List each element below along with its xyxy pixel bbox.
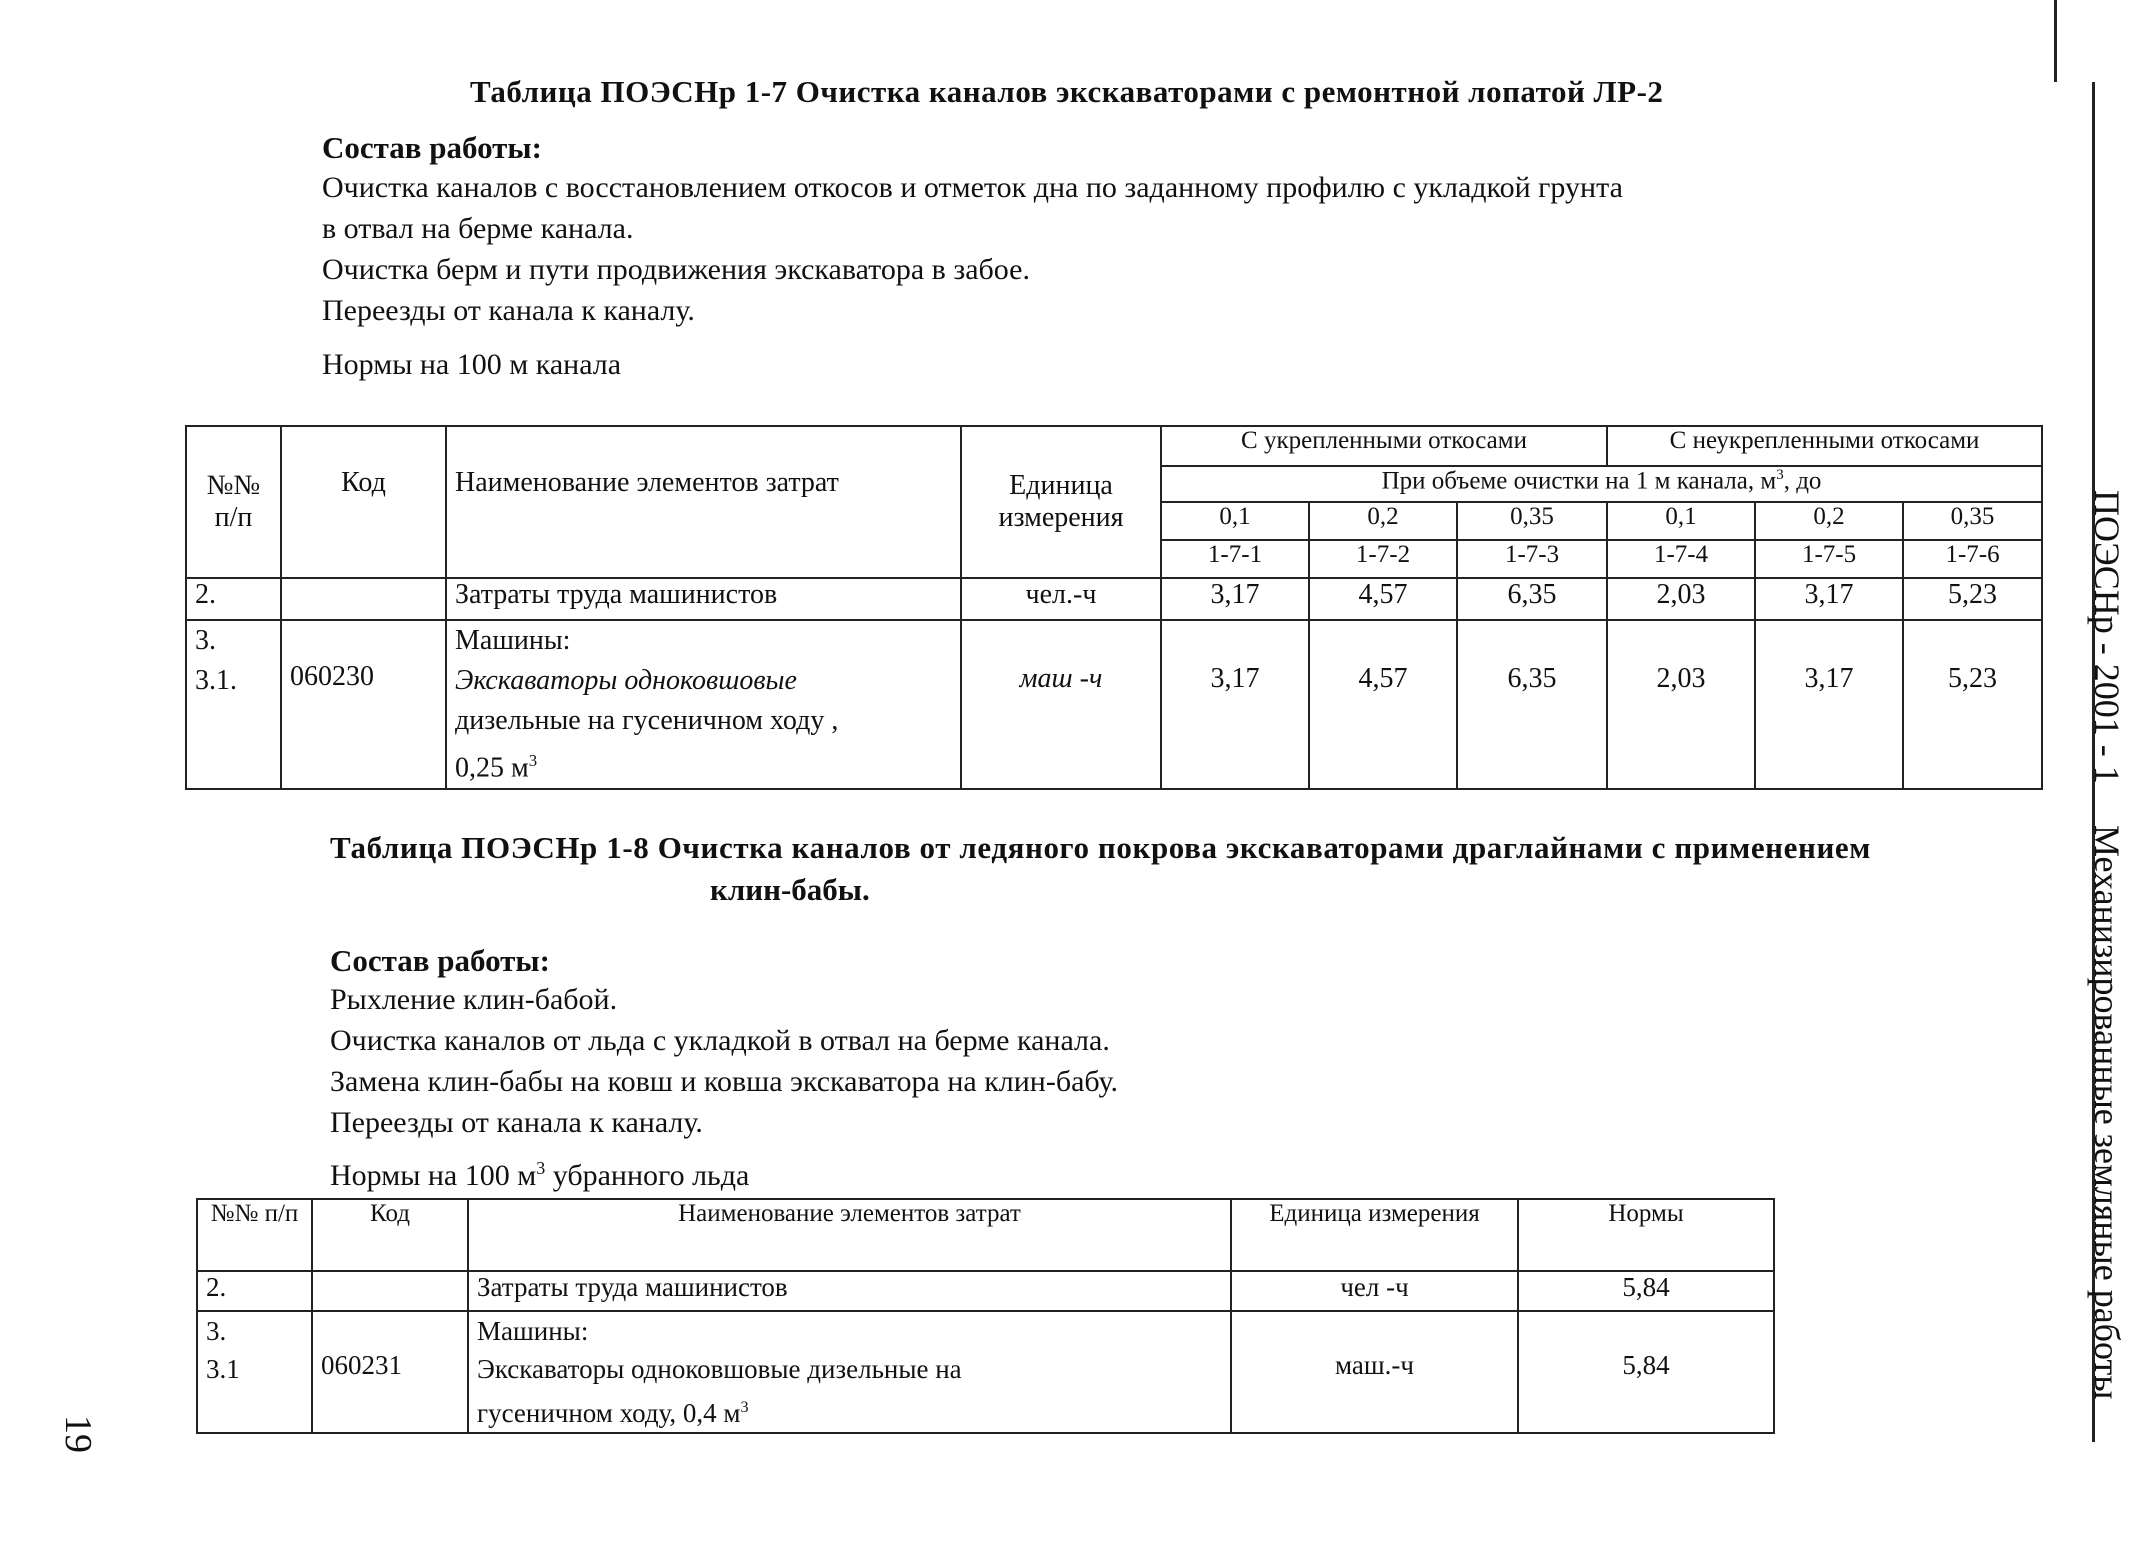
- col-header-unit: Единица измерения: [961, 426, 1161, 578]
- row-value: 6,35: [1457, 578, 1607, 620]
- table-row: [186, 578, 2042, 620]
- table1-work-line: Очистка берм и пути продвижения экскаватора в забое.: [322, 253, 1030, 286]
- row-value: 4,57: [1309, 578, 1457, 620]
- volume-value: 0,35: [1903, 502, 2042, 540]
- table1-title: Таблица ПОЭСНр 1-7 Очистка каналов экскаваторами с ремонтной лопатой ЛР-2: [470, 74, 1664, 109]
- row-code: [312, 1271, 468, 1311]
- table2-title: Таблица ПОЭСНр 1-8 Очистка каналов от ледяного покрова экскаваторами драглайнами с применением: [330, 830, 1871, 865]
- row-value: 3,17: [1755, 620, 1903, 789]
- table1-work-line: Переезды от канала к каналу.: [322, 294, 695, 327]
- row-unit: чел.-ч: [961, 578, 1161, 620]
- volume-value: 0,1: [1607, 502, 1755, 540]
- row-name: Затраты труда машинистов: [446, 578, 961, 620]
- norm-code: 1-7-6: [1903, 540, 2042, 578]
- row-code: [281, 578, 446, 620]
- sidebar-section-title: Механизированные земляные работы: [2087, 825, 2127, 1400]
- row-code: 060230: [281, 620, 446, 789]
- table-row: [197, 1311, 1774, 1433]
- table2-norms-note: Нормы на 100 $м^3$ убранного льда: [330, 1158, 750, 1192]
- table1-work-line: Очистка каналов с восстановлением откосов и отметок дна по заданному профилю с укладкой грунта: [322, 171, 1623, 204]
- margin-rule: [2054, 0, 2057, 82]
- col-header-num: №№ п/п: [197, 1199, 312, 1271]
- row-name: Машины: Экскаваторы одноковшовые дизельные на гусеничном ходу, 0,4 $м^3$: [468, 1311, 1231, 1433]
- row-num: 3. 3.1.: [186, 620, 281, 789]
- row-value: 5,23: [1903, 620, 2042, 789]
- table-row: [197, 1271, 1774, 1311]
- row-num: 2.: [186, 578, 281, 620]
- row-value: 6,35: [1457, 620, 1607, 789]
- row-value: 3,17: [1161, 578, 1309, 620]
- row-name: Затраты труда машинистов: [468, 1271, 1231, 1311]
- table2-work-line: Очистка каналов от льда с укладкой в отвал на берме канала.: [330, 1024, 1110, 1057]
- table2-grid: [196, 1198, 1775, 1434]
- table2-work-line: Переезды от канала к каналу.: [330, 1106, 703, 1139]
- row-name: Машины: Экскаваторы одноковшовые дизельные на гусеничном ходу , 0,25 $м^3$: [446, 620, 961, 789]
- table2-work-line: Рыхление клин-бабой.: [330, 983, 618, 1016]
- table2-title-continued: клин-бабы.: [710, 872, 870, 907]
- col-header-code: Код: [281, 426, 446, 578]
- volume-value: 0,2: [1755, 502, 1903, 540]
- norm-code: 1-7-3: [1457, 540, 1607, 578]
- row-value: 5,84: [1518, 1271, 1774, 1311]
- table2-composition-heading: Состав работы:: [330, 943, 550, 978]
- norm-code: 1-7-5: [1755, 540, 1903, 578]
- group-header-reinforced: С укрепленными откосами: [1161, 426, 1607, 466]
- col-header-unit: Единица измерения: [1231, 1199, 1518, 1271]
- table1-grid: [185, 425, 2043, 790]
- volume-header: При объеме очистки на 1 м канала, $м^3$, до: [1161, 466, 2042, 502]
- row-value: 3,17: [1755, 578, 1903, 620]
- row-unit: маш -ч: [961, 620, 1161, 789]
- row-code: 060231: [312, 1311, 468, 1433]
- group-header-unreinforced: С неукрепленными откосами: [1607, 426, 2042, 466]
- col-header-name: Наименование элементов затрат: [468, 1199, 1231, 1271]
- norm-code: 1-7-2: [1309, 540, 1457, 578]
- row-value: 5,84: [1518, 1311, 1774, 1433]
- table2-work-line: Замена клин-бабы на ковш и ковша экскаватора на клин-бабу.: [330, 1065, 1119, 1098]
- row-value: 3,17: [1161, 620, 1309, 789]
- row-value: 4,57: [1309, 620, 1457, 789]
- table1-composition-heading: Состав работы:: [322, 130, 542, 165]
- table-row: [186, 620, 2042, 789]
- col-header-code: Код: [312, 1199, 468, 1271]
- row-value: 2,03: [1607, 620, 1755, 789]
- row-value: 5,23: [1903, 578, 2042, 620]
- row-value: 2,03: [1607, 578, 1755, 620]
- norm-code: 1-7-1: [1161, 540, 1309, 578]
- row-unit: маш.-ч: [1231, 1311, 1518, 1433]
- norm-code: 1-7-4: [1607, 540, 1755, 578]
- row-unit: чел -ч: [1231, 1271, 1518, 1311]
- col-header-num: №№ п/п: [186, 426, 281, 578]
- table1-work-line: в отвал на берме канала.: [322, 212, 634, 245]
- col-header-name: Наименование элементов затрат: [446, 426, 961, 578]
- table1-norms-note: Нормы на 100 м канала: [322, 348, 622, 381]
- volume-value: 0,1: [1161, 502, 1309, 540]
- volume-value: 0,35: [1457, 502, 1607, 540]
- page-number: 19: [57, 1415, 99, 1453]
- col-header-norms: Нормы: [1518, 1199, 1774, 1271]
- sidebar-doc-code: ПОЭСНр - 2001 - 1: [2087, 490, 2127, 784]
- row-num: 2.: [197, 1271, 312, 1311]
- row-num: 3. 3.1: [197, 1311, 312, 1433]
- volume-value: 0,2: [1309, 502, 1457, 540]
